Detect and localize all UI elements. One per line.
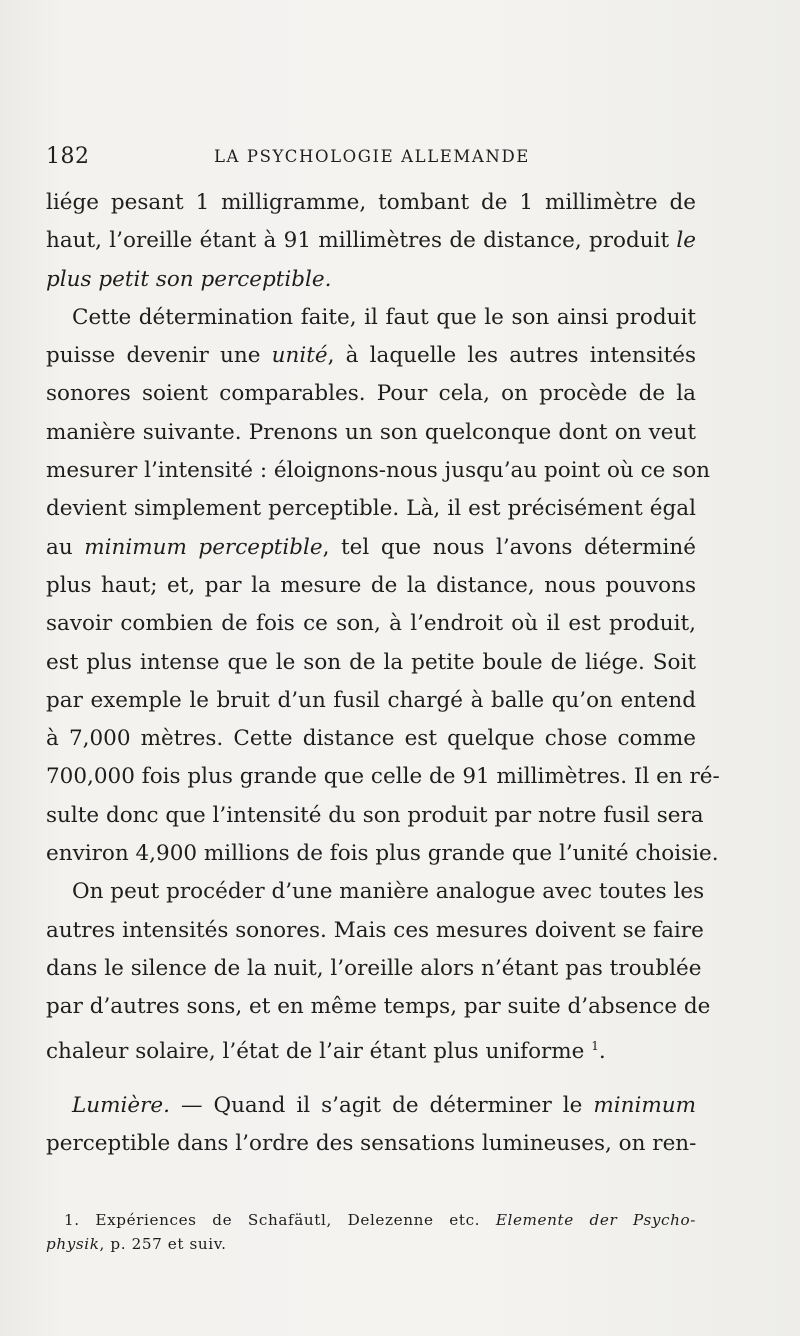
page-number: 182 [46, 144, 90, 169]
text-line [46, 261, 696, 299]
text-run: manière suivante. Prenons un son quelconque dont on veut [46, 419, 696, 445]
text-line [46, 299, 696, 337]
italic-run: plus petit son perceptible. [46, 266, 332, 292]
text-run: sulte donc que l’intensité du son produit par notre fusil sera [46, 802, 704, 828]
text-run: sonores soient comparables. Pour cela, on procède de la [46, 381, 696, 407]
footnote-line [46, 1232, 696, 1256]
text-line [46, 682, 696, 720]
italic-run: Elemente der Psycho- [495, 1211, 696, 1229]
text-run: , tel que nous l’avons déterminé [322, 534, 697, 560]
text-line [46, 337, 696, 375]
text-run: perceptible dans l’ordre des sensations lumineuses, on ren- [46, 1131, 697, 1157]
section-gap [46, 1065, 696, 1087]
text-run: autres intensités sonores. Mais ces mesures doivent se faire [46, 917, 704, 943]
text-run: environ 4,900 millions de fois plus grande que l’unité choisie. [46, 841, 719, 867]
text-line [46, 797, 704, 835]
italic-run: physik [46, 1235, 100, 1253]
text-run: est plus intense que le son de la petite boule de liége. Soit [46, 649, 696, 675]
text-run: au [46, 534, 85, 560]
text-line [46, 758, 720, 796]
text-run: à 7,000 mètres. Cette distance est quelque chose comme [46, 726, 696, 752]
text-run: Cette détermination faite, il faut que le son ainsi produit [72, 304, 696, 330]
text-run: . [598, 1038, 606, 1064]
body-text [46, 184, 720, 1163]
running-title: LA PSYCHOLOGIE ALLEMANDE [214, 147, 530, 166]
text-line [46, 452, 711, 490]
text-line [46, 567, 696, 605]
text-run: par d’autres sons, et en même temps, par suite d’absence de [46, 994, 711, 1020]
text-line [46, 222, 696, 260]
footnote-ref[interactable]: 1 [591, 1038, 599, 1053]
text-line [46, 988, 711, 1026]
text-line [46, 529, 696, 567]
text-run: plus haut; et, par la mesure de la distance, nous pouvons [46, 572, 696, 598]
footnote-line [46, 1208, 696, 1232]
text-run: savoir combien de fois ce son, à l’endroit où il est produit, [46, 611, 696, 637]
text-run: , à laquelle les autres intensités [327, 343, 696, 369]
page-header [46, 144, 696, 174]
text-run: 1. Expériences de Schafäutl, Delezenne etc. [64, 1211, 496, 1229]
text-run: — Quand il s’agit de déterminer le [169, 1092, 594, 1118]
text-line [46, 720, 696, 758]
text-line [46, 835, 719, 873]
italic-run: Lumière. [72, 1092, 170, 1118]
footnotes [46, 1208, 696, 1256]
italic-run: le [676, 228, 696, 254]
text-run: 700,000 fois plus grande que celle de 91 millimètres. Il en ré- [46, 764, 720, 790]
text-line [46, 414, 696, 452]
text-line [46, 1087, 696, 1125]
text-line [46, 1125, 696, 1163]
text-run: devient simplement perceptible. Là, il est précisément égal [46, 496, 696, 522]
text-line [46, 644, 696, 682]
text-run: , p. 257 et suiv. [99, 1235, 227, 1253]
text-line [46, 184, 696, 222]
text-run: chaleur solaire, l’état de l’air étant plus uniforme [46, 1038, 592, 1064]
text-run: liége pesant 1 milligramme, tombant de 1 millimètre de [46, 190, 696, 215]
text-line [46, 605, 696, 643]
text-run: haut, l’oreille étant à 91 millimètres de distance, produit [46, 228, 677, 254]
text-line [46, 1027, 696, 1065]
text-line [46, 375, 696, 413]
italic-run: unité [271, 343, 328, 369]
text-run: mesurer l’intensité : éloignons-nous jusqu’au point où ce son [46, 458, 711, 484]
text-run: dans le silence de la nuit, l’oreille alors n’étant pas troublée [46, 955, 702, 981]
text-line [46, 490, 696, 528]
text-line [46, 950, 702, 988]
italic-run: minimum [593, 1092, 696, 1118]
italic-run: minimum perceptible [84, 534, 323, 560]
text-run: par exemple le bruit d’un fusil chargé à balle qu’on entend [46, 687, 696, 713]
text-run: On peut procéder d’une manière analogue avec toutes les [72, 879, 705, 905]
text-run: puisse devenir une [46, 343, 272, 369]
text-line [46, 912, 704, 950]
text-line [46, 873, 705, 911]
